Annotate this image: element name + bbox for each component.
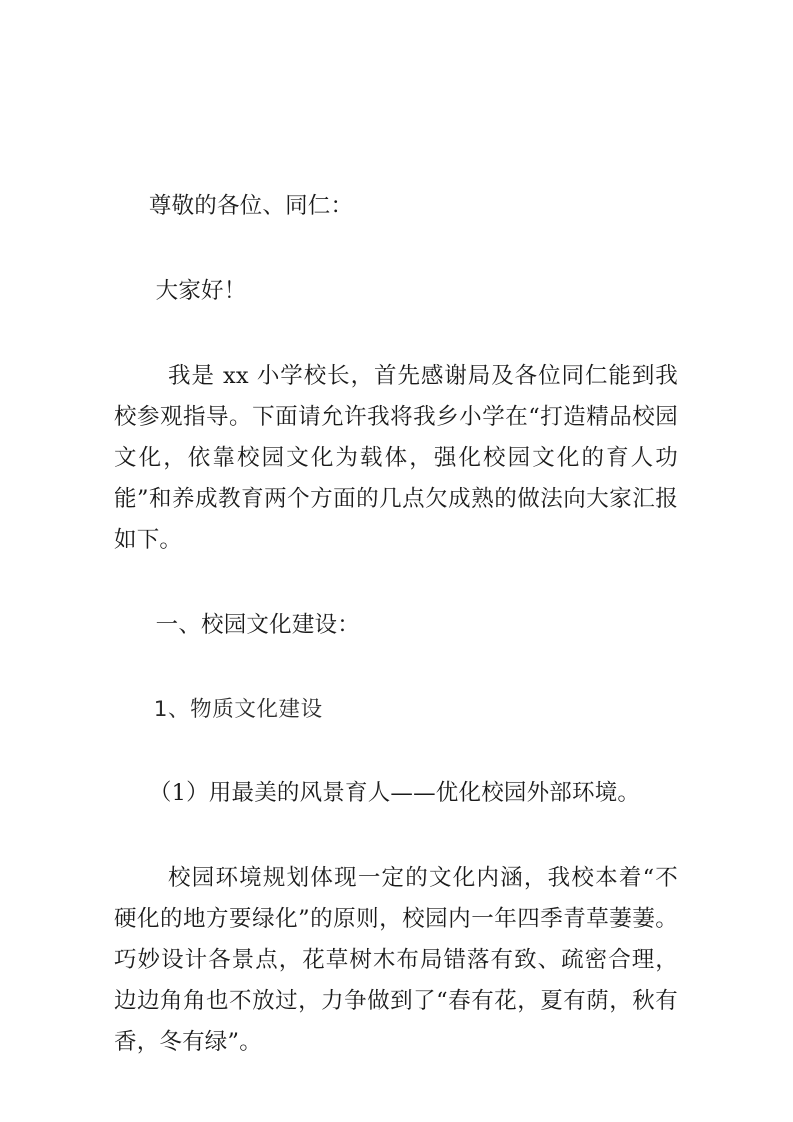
- section-heading: 一、校园文化建设：: [155, 612, 360, 638]
- spacer: [114, 814, 678, 858]
- greeting: 大家好！: [155, 278, 247, 304]
- spacer: [114, 730, 678, 773]
- spacer: [114, 312, 678, 356]
- spacer: [114, 646, 678, 689]
- document-body: [114, 186, 678, 1063]
- item-paragraph: 校园环境规划体现一定的文化内涵，我校本着“不硬化的地方要绿化”的原则，校园内一年四季青草萋萋。巧妙设计各景点，花草树木布局错落有致、疏密合理，边边角角也不放过，力争做到了“春有花，夏有荫，秋有香，冬有绿”。: [114, 865, 678, 1055]
- opening-paragraph: 我是 xx 小学校长，首先感谢局及各位同仁能到我校参观指导。下面请允许我将我乡小学在“打造精品校园文化，依靠校园文化为载体，强化校园文化的育人功能”和养成教育两个方面的几点欠成熟的做法向大家汇报如下。: [114, 363, 678, 553]
- spacer: [114, 561, 678, 605]
- item-heading: （1）用最美的风景育人——优化校园外部环境。: [148, 780, 641, 806]
- subsection-heading: 1、物质文化建设: [153, 697, 323, 722]
- salutation: 尊敬的各位、同仁：: [148, 193, 354, 219]
- spacer: [114, 227, 678, 271]
